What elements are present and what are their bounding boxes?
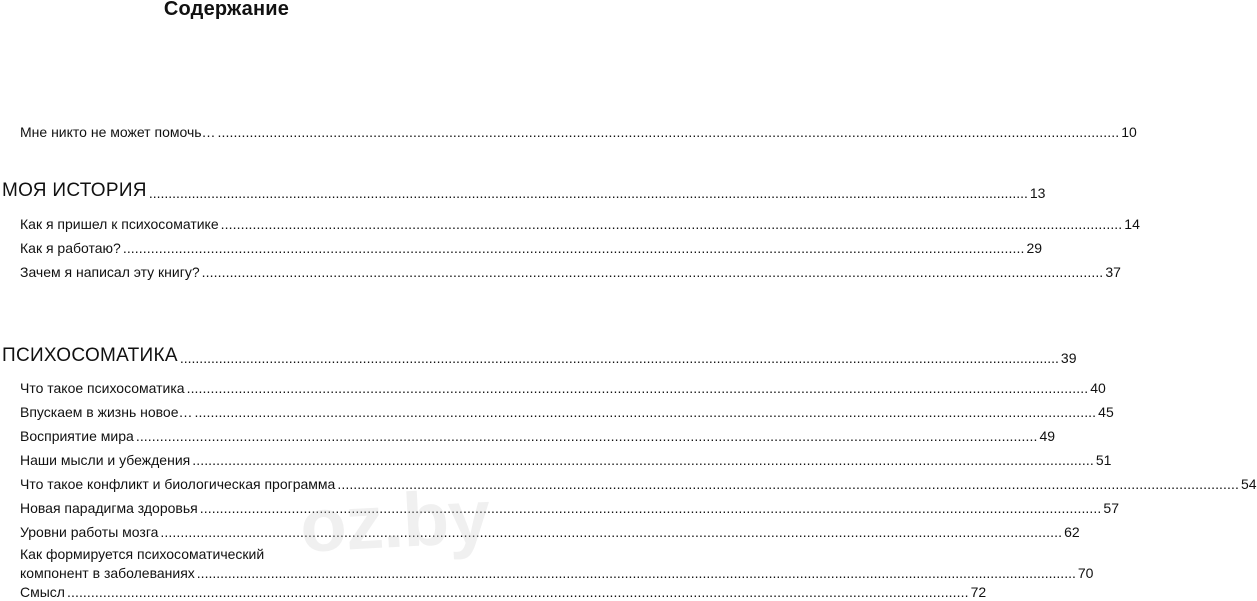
dot-leader: [221, 216, 1123, 233]
toc-entry-page: 70: [1077, 565, 1094, 581]
toc-entry[interactable]: [20, 216, 1140, 233]
toc-entry-label: Новая парадигма здоровья: [20, 500, 198, 516]
toc-entry-label: Как я пришел к психосоматике: [20, 216, 219, 232]
toc-entry[interactable]: [20, 476, 1257, 493]
toc-entry-label: Как я работаю?: [20, 240, 121, 256]
toc-entry-page: 72: [970, 584, 987, 600]
dot-leader: [136, 428, 1038, 445]
toc-entry-label: компонент в заболеваниях: [20, 565, 195, 581]
toc-entry-page: 57: [1103, 500, 1119, 516]
toc-entry-page: 14: [1124, 216, 1140, 232]
page-title: Содержание: [163, 0, 290, 20]
watermark: oz.by: [297, 474, 492, 569]
toc-entry-label: Зачем я написал эту книгу?: [20, 264, 200, 280]
toc-section-title: ПСИХОСОМАТИКА: [2, 345, 178, 366]
toc-entry-page: 51: [1095, 452, 1112, 468]
toc-entry-page: 54: [1241, 476, 1257, 492]
toc-entry-page: 37: [1105, 264, 1121, 280]
toc-entry[interactable]: [20, 545, 1094, 583]
toc-entry[interactable]: [20, 524, 1080, 541]
toc-entry[interactable]: [20, 264, 1121, 281]
dot-leader: [187, 380, 1089, 397]
dot-leader: [192, 452, 1094, 469]
dot-leader: [197, 564, 1076, 583]
toc-entry-label: Уровни работы мозга: [20, 524, 159, 540]
toc-entry-label: Восприятие мира: [20, 428, 134, 444]
toc-section-title: МОЯ ИСТОРИЯ: [2, 180, 147, 201]
dot-leader: [67, 584, 969, 601]
toc-entry[interactable]: [20, 584, 987, 601]
toc-section-page: 39: [1060, 350, 1077, 366]
toc-entry[interactable]: [20, 380, 1106, 397]
toc-entry-label: Впускаем в жизнь новое…: [20, 404, 193, 420]
toc-entry-label: Мне никто не может помочь…: [20, 124, 216, 140]
toc-entry[interactable]: [20, 124, 1137, 141]
toc-entry[interactable]: [20, 452, 1112, 469]
toc-section-psychosomatics[interactable]: [2, 345, 1077, 367]
dot-leader: [218, 124, 1120, 141]
toc-entry[interactable]: [20, 500, 1119, 517]
dot-leader: [195, 404, 1097, 421]
toc-section-my-story[interactable]: [2, 180, 1046, 202]
toc-entry-label: Что такое конфликт и биологическая программа: [20, 476, 336, 492]
toc-entry[interactable]: [20, 404, 1114, 421]
toc-section-page: 13: [1029, 185, 1046, 201]
toc-entry-page: 49: [1039, 428, 1056, 444]
dot-leader: [337, 476, 1239, 493]
toc-entry-label: Смысл: [20, 584, 65, 600]
toc-entry-page: 62: [1064, 524, 1080, 540]
toc-entry[interactable]: [20, 240, 1043, 257]
toc-entry-page: 29: [1026, 240, 1043, 256]
toc-entry-label: Наши мысли и убеждения: [20, 452, 191, 468]
toc-entry-page: 40: [1090, 380, 1106, 396]
dot-leader: [180, 350, 1059, 367]
dot-leader: [160, 524, 1062, 541]
toc-entry-page: 10: [1121, 124, 1137, 140]
toc-entry-label: Что такое психосоматика: [20, 380, 185, 396]
toc-entry-label: Как формируется психосоматический: [20, 546, 265, 562]
dot-leader: [149, 185, 1028, 202]
toc-entry-page: 45: [1098, 404, 1114, 420]
dot-leader: [202, 264, 1104, 281]
toc-entry[interactable]: [20, 428, 1056, 445]
dot-leader: [200, 500, 1102, 517]
dot-leader: [123, 240, 1025, 257]
